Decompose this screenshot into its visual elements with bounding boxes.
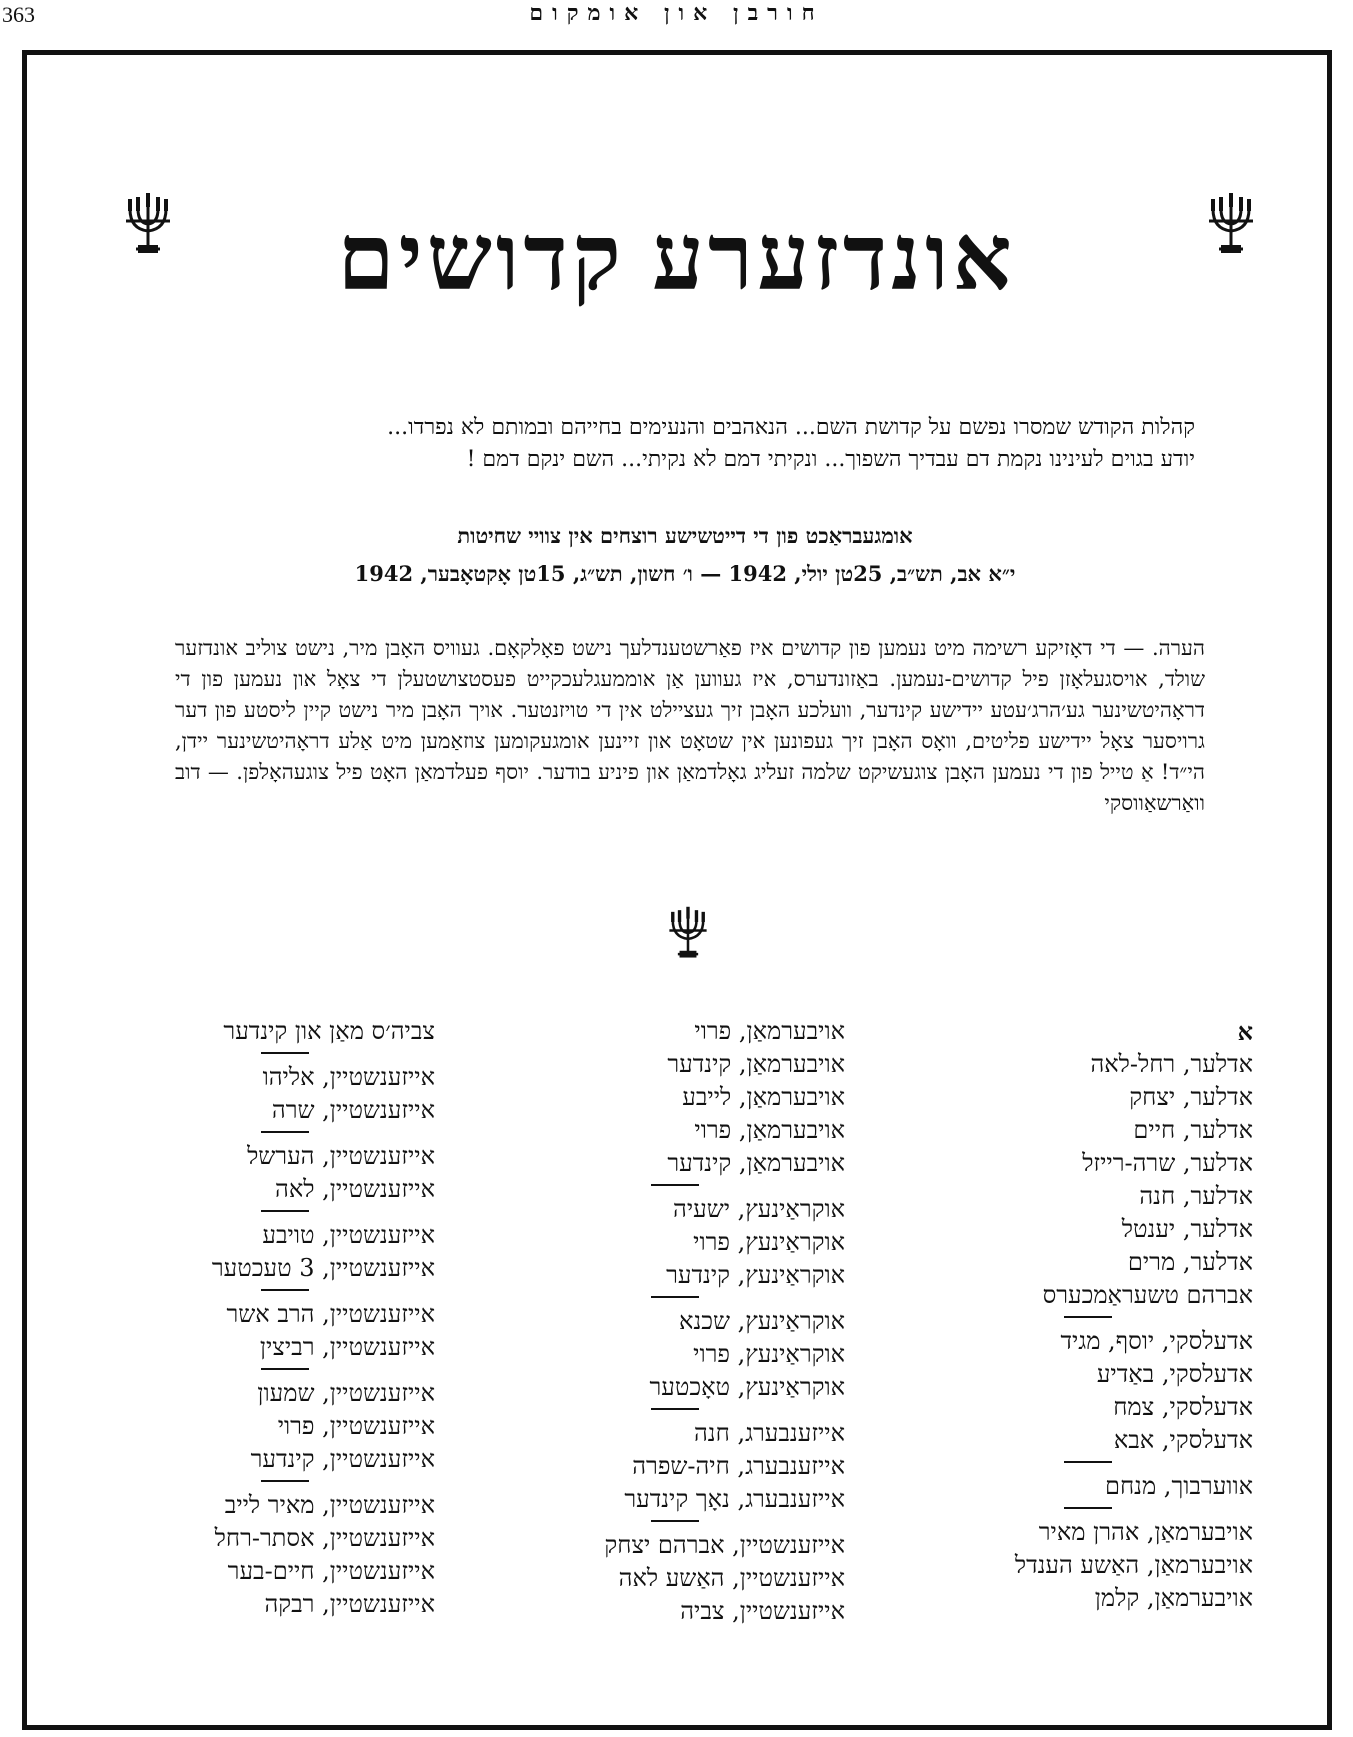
name-entry: אדלער, מרים: [1127, 1248, 1253, 1276]
name-entry: אייזענשטיין, הרב אשר: [226, 1300, 435, 1328]
name-entry: אדעלסקי, צמח: [1113, 1393, 1253, 1421]
intro-line: קהלות הקודש שמסרו נפשם על קדושת השם... הנאהבים והנעימים בחייהם ובמותם לא נפרדו...: [387, 415, 1195, 440]
name-entry: אייזענשטיין, חיים-בער: [227, 1557, 435, 1585]
running-head: חורבן און אומקום: [529, 0, 824, 26]
name-entry: אייזענשטיין, קינדער: [250, 1445, 435, 1473]
name-entry: אוקראַינעץ, שכנא: [679, 1307, 845, 1335]
name-entry: אייזענשטיין, צביה: [680, 1597, 845, 1625]
name-entry: אוקראַינעץ, פרוי: [693, 1228, 845, 1256]
name-entry: אדעלסקי, באַדיע: [1096, 1360, 1253, 1388]
names-column-left: [135, 1015, 435, 1621]
page-number: 363: [2, 2, 35, 27]
name-entry: אייזענבערג, נאָך קינדער: [624, 1485, 845, 1513]
group-separator: [505, 1404, 845, 1417]
name-entry: אדעלסקי, אבא: [1113, 1426, 1253, 1454]
group-separator: [505, 1516, 845, 1529]
name-entry: אויבערמאַן, לייבע: [682, 1083, 845, 1111]
name-entry: אדלער, רחל-לאה: [1090, 1050, 1253, 1078]
name-entry: אייזענשטיין, הערשל: [247, 1142, 435, 1170]
name-entry: אוקראַינעץ, ישעיה: [673, 1195, 845, 1223]
group-separator: [923, 1457, 1253, 1470]
menorah-icon-center: [666, 905, 710, 961]
group-separator: [135, 1476, 435, 1489]
name-entry: אייזענשטיין, לאה: [275, 1175, 435, 1203]
name-entry: אייזענשטיין, פרוי: [277, 1412, 435, 1440]
name-entry: אדלער, יצחק: [1129, 1083, 1253, 1111]
name-entry: אויבערמאַן, קינדער: [667, 1149, 845, 1177]
editor-note: הערה. — די דאָזיקע רשימה מיט נעמען פון קדושים איז פאַרשטענדלעך נישט פאָלקאָם. געוויס האָבן מיר, נישט צוליב אונדזער שולד, אויסגעלאָזן פיל קדושים-נעמען. באַזונדערס, איז געווען אַן אוממעגלעכקייט פעסטצושטעלן די צאָל און נעמען פון די דראָהיטשינער גע׳הרג׳עטע יידישע קינדער, וועלכע האָבן זיך געציילט אין די טויזנטער. אויך האָבן מיר נישט קיין ליסטע פון דער גרויסער צאָל יידישע פליטים, וואָס האָבן זיך געפונען אין שטאָט און זיינען אומגעקומען צוזאַמען מיט אַלע דראָהיטשינער יידן, הי״ד! אַ טייל פון די נעמען האָבן צוגעשיקט שלמה זעליג גאָלדמאַן און פיניע בודער. יוסף פעלדמאַן האָט פיל צוגעהאָלפן. — דוב וואַרשאַווסקי: [175, 636, 1205, 815]
name-entry: אייזענשטיין, טויבע: [262, 1221, 435, 1249]
name-entry: אדעלסקי, יוסף, מגיד: [1060, 1327, 1253, 1355]
name-entry: אוקראַינעץ, קינדער: [666, 1261, 845, 1289]
intro-verse: [175, 412, 1195, 476]
name-entry: אייזענשטיין, רבקה: [264, 1590, 435, 1618]
name-entry: אדלער, יענטל: [1121, 1215, 1253, 1243]
subhead-line: אומגעבראַכט פון די דייטשישע רוצחים אין צוויי שחיטות: [457, 523, 913, 548]
group-separator: [923, 1503, 1253, 1516]
name-entry: אייזענשטיין, שמעון: [257, 1379, 435, 1407]
name-entry: אויבערמאַן, פרוי: [694, 1116, 845, 1144]
name-entry: אויבערמאַן, קלמן: [1094, 1584, 1253, 1612]
name-entry: אווערבוך, מנחם: [1104, 1472, 1253, 1500]
name-entry: אייזענשטיין, מאיר לייב: [224, 1491, 435, 1519]
name-entry: צביה׳ס מאַן און קינדער: [223, 1017, 435, 1045]
group-separator: [135, 1285, 435, 1298]
name-entry: אייזענבערג, חנה: [694, 1419, 845, 1447]
name-entry: אברהם טשעראַמכערס: [1042, 1281, 1253, 1309]
menorah-icon-right: [1205, 191, 1257, 257]
group-separator: [923, 1312, 1253, 1325]
name-entry: אייזענשטיין, אברהם יצחק: [604, 1531, 845, 1559]
name-entry: אויבערמאַן, קינדער: [667, 1050, 845, 1078]
group-separator: [135, 1048, 435, 1061]
name-entry: אייזענשטיין, האַשע לאה: [618, 1564, 845, 1592]
name-entry: אוקראַינעץ, טאָכטער: [649, 1373, 845, 1401]
name-entry: אייזענשטיין, אליהו: [262, 1063, 435, 1091]
name-entry: אייזענשטיין, רביצין: [259, 1333, 435, 1361]
name-entry: אדלער, חנה: [1139, 1182, 1253, 1210]
name-entry: אוקראַינעץ, פרוי: [693, 1340, 845, 1368]
subhead-dates: י״א אב, תש״ב, 25טן יולי, 1942 — ו׳ חשון, תש״ג, 15טן אָקטאָבער, 1942: [354, 561, 1016, 586]
group-separator: [135, 1206, 435, 1219]
name-entry: אויבערמאַן, האַשע הענדל: [1014, 1551, 1253, 1579]
name-entry: אייזענשטיין, שרה: [271, 1096, 435, 1124]
group-separator: [505, 1292, 845, 1305]
name-entry: אדלער, חיים: [1133, 1116, 1253, 1144]
group-separator: [505, 1180, 845, 1193]
name-entry: אייזענבערג, חיה-שפרה: [632, 1452, 845, 1480]
menorah-icon-left: [122, 191, 174, 257]
name-entry: אייזענשטיין, אסתר-רחל: [214, 1524, 435, 1552]
name-entry: אדלער, שרה-רייזל: [1082, 1149, 1253, 1177]
name-entry: אויבערמאַן, אהרן מאיר: [1038, 1518, 1253, 1546]
letter-heading: א: [1237, 1017, 1253, 1046]
intro-line: יודע בגוים לעינינו נקמת דם עבדיך השפוך... ונקיתי דמם לא נקיתי... השם ינקם דמם !: [466, 447, 1195, 472]
page-title: אונדזערע קדושים: [337, 207, 1016, 309]
name-entry: אויבערמאַן, פרוי: [694, 1017, 845, 1045]
names-column-right: [923, 1015, 1253, 1615]
title-row: [0, 205, 1353, 309]
name-entry: אייזענשטיין, 3 טעכטער: [211, 1254, 435, 1282]
names-column-middle: [505, 1015, 845, 1628]
group-separator: [135, 1127, 435, 1140]
group-separator: [135, 1364, 435, 1377]
